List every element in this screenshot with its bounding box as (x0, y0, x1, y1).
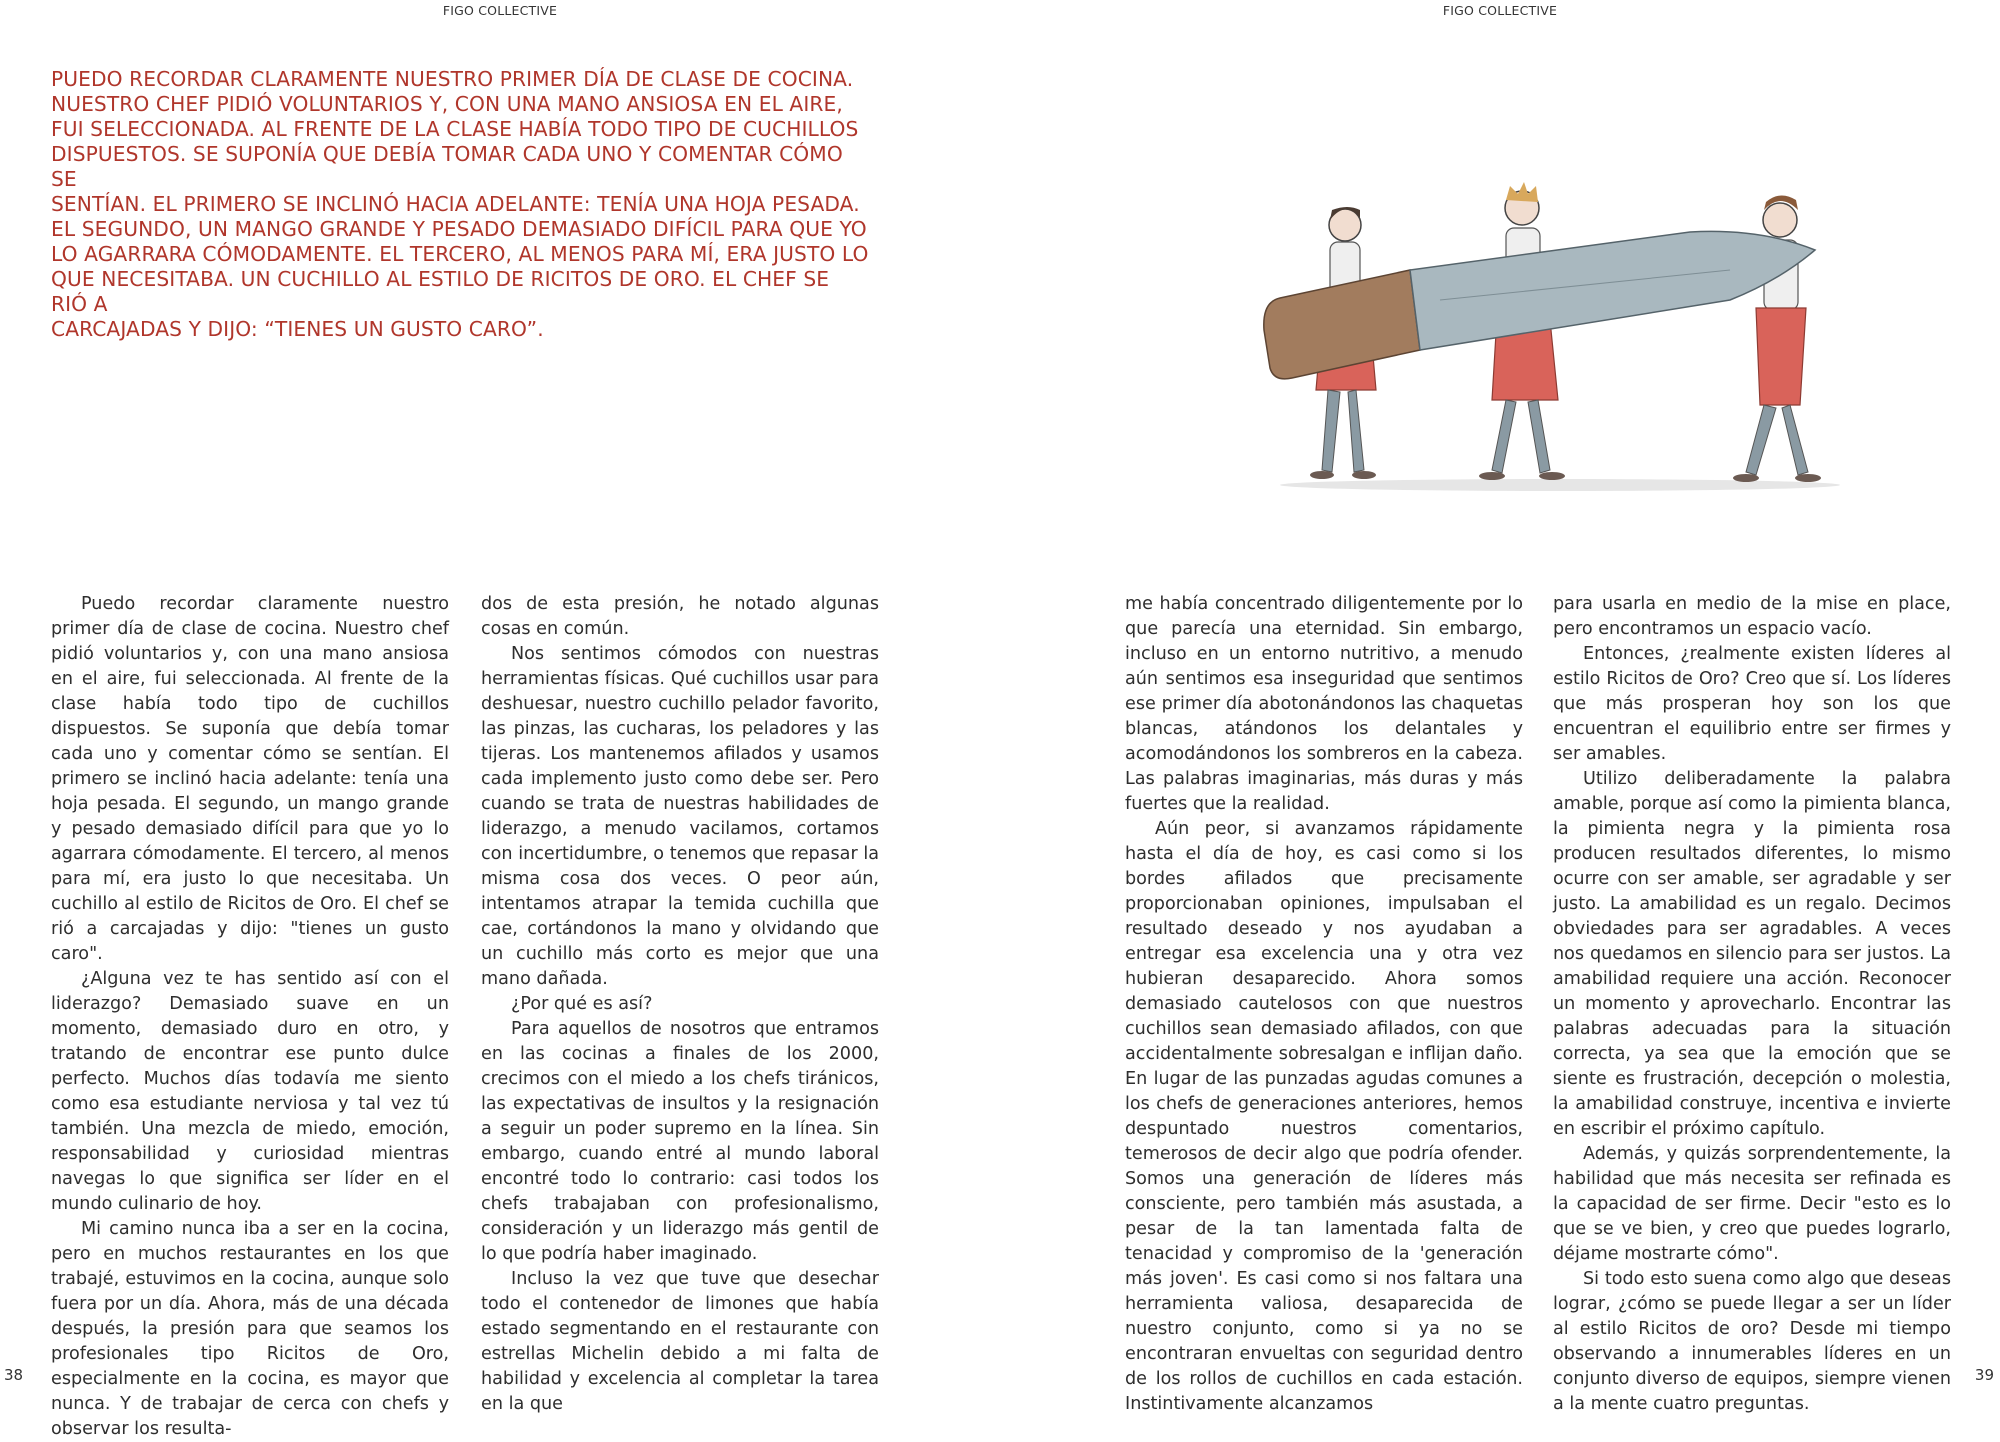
running-head-left: FIGO COLLECTIVE (442, 3, 558, 18)
pull-quote-line: NUESTRO CHEF PIDIÓ VOLUNTARIOS Y, CON UNA MANO ANSIOSA EN EL AIRE, (51, 92, 843, 116)
pull-quote-line: QUE NECESITABA. UN CUCHILLO AL ESTILO DE RICITOS DE ORO. EL CHEF SE RIÓ A (51, 267, 830, 316)
paragraph-continued: dos de esta presión, he notado algunas cosas en común. (481, 594, 879, 639)
body-column-1 (51, 592, 449, 1442)
paragraph-continued: para usarla en medio de la mise en place, pero encontramos un espacio vacío. (1553, 594, 1951, 639)
pull-quote-line: LO AGARRARA CÓMODAMENTE. EL TERCERO, AL MENOS PARA MÍ, ERA JUSTO LO (51, 242, 869, 266)
paragraph: Utilizo deliberadamente la palabra amable, porque así como la pimienta blanca, la pimienta negra y la pimienta rosa producen resultados diferentes, lo mismo ocurre con ser amable, ser agradable y ser justo. La amabilidad es un regalo. Decimos obviedades para ser agradables. A veces nos quedamos en silencio para ser justos. La amabilidad requiere una acción. Reconocer un momento y aprovecharlo. Encontrar las palabras adecuadas para la situación correcta, ya sea que la emoción que se siente es frustración, decepción o molestia, la amabilidad construye, incentiva e invierte en escribir el próximo capítulo. (1553, 769, 1951, 1139)
pull-quote-line: PUEDO RECORDAR CLARAMENTE NUESTRO PRIMER DÍA DE CLASE DE COCINA. (51, 67, 854, 91)
paragraph: Entonces, ¿realmente existen líderes al estilo Ricitos de Oro? Creo que sí. Los líderes que más prosperan hoy son los que encuentran el equilibrio entre ser firmes y ser amables. (1553, 644, 1951, 764)
paragraph: ¿Alguna vez te has sentido así con el liderazgo? Demasiado suave en un momento, demasiado duro en otro, y tratando de encontrar ese punto dulce perfecto. Muchos días todavía me siento como esa estudiante nerviosa y tal vez tú también. Una mezcla de miedo, emoción, responsabilidad y curiosidad mientras navegas lo que significa ser líder en el mundo culinario de hoy. (51, 969, 449, 1214)
body-column-2 (481, 592, 879, 1417)
paragraph-continued: me había concentrado diligentemente por lo que parecía una eternidad. Sin embargo, incluso en un entorno nutritivo, a menudo aún sentimos esa inseguridad que sentimos ese primer día abotonándonos las chaquetas blancas, atándonos los delantales y acomodándonos los sombreros en la cabeza. Las palabras imaginarias, más duras y más fuertes que la realidad. (1125, 594, 1523, 814)
paragraph: Incluso la vez que tuve que desechar todo el contenedor de limones que había estado segmentando en el restaurante con estrellas Michelin debido a mi falta de habilidad y excelencia al completar la tarea en la que (481, 1269, 879, 1414)
paragraph: Nos sentimos cómodos con nuestras herramientas físicas. Qué cuchillos usar para deshuesar, nuestro cuchillo pelador favorito, las pinzas, las cucharas, los peladores y las tijeras. Los mantenemos afilados y usamos cada implemento justo como debe ser. Pero cuando se trata de nuestras habilidades de liderazgo, a menudo vacilamos, cortamos con incertidumbre, o tenemos que repasar la misma cosa dos veces. O peor aún, intentamos atrapar la temida cuchilla que cae, cortándonos la mano y olvidando que un cuchillo más corto es mejor que una mano dañada. (481, 644, 879, 989)
pull-quote (51, 67, 871, 342)
paragraph: Para aquellos de nosotros que entramos en las cocinas a finales de los 2000, crecimos con el miedo a los chefs tiránicos, las expectativas de insultos y la resignación a seguir un poder supremo en la línea. Sin embargo, cuando entré al mundo laboral encontré todo lo contrario: casi todos los chefs trabajaban con profesionalismo, consideración y un liderazgo más gentil de lo que podría haber imaginado. (481, 1019, 879, 1264)
paragraph: Si todo esto suena como algo que deseas lograr, ¿cómo se puede llegar a ser un líder al estilo Ricitos de oro? Desde mi tiempo observando a innumerables líderes en un conjunto diverso de equipos, siempre vienen a la mente cuatro preguntas. (1553, 1269, 1951, 1414)
paragraph: Aún peor, si avanzamos rápidamente hasta el día de hoy, es casi como si los bordes afilados que precisamente proporcionaban opiniones, impulsaban el resultado deseado y nos ayudaban a entregar esa excelencia una y otra vez hubieran desaparecido. Ahora somos demasiado cautelosos con que nuestros cuchillos sean demasiado afilados, con que accidentalmente sobresalgan e inflijan daño. En lugar de las punzadas agudas comunes a los chefs de generaciones anteriores, hemos despuntado nuestros comentarios, temerosos de decir algo que podría ofender. Somos una generación de líderes más consciente, pero también más asustada, a pesar de la tan lamentada falta de tenacidad y compromiso de la 'generación más joven'. Es casi como si nos faltara una herramienta valiosa, desaparecida de nuestro conjunto, como si ya no se encontraran envueltas con seguridad dentro de los rollos de cuchillos en cada estación. Instintivamente alcanzamos (1125, 819, 1523, 1414)
right-page (1000, 0, 2000, 1414)
body-column-3 (1125, 592, 1523, 1417)
cooks-carrying-knife-illustration (1260, 180, 1840, 500)
pull-quote-line: CARCAJADAS Y DIJO: “TIENES UN GUSTO CARO”. (51, 317, 544, 341)
page-number-left: 38 (4, 1366, 24, 1384)
paragraph: Puedo recordar claramente nuestro primer día de clase de cocina. Nuestro chef pidió voluntarios y, con una mano ansiosa en el aire, fui seleccionada. Al frente de la clase había todo tipo de cuchillos dispuestos. Se suponía que debía tomar cada uno y comentar cómo se sentían. El primero se inclinó hacia adelante: tenía una hoja pesada. El segundo, un mango grande y pesado demasiado difícil para que yo lo agarrara cómodamente. El tercero, al menos para mí, era justo lo que necesitaba. Un cuchillo al estilo de Ricitos de Oro. El chef se rió a carcajadas y dijo: "tienes un gusto caro". (51, 594, 449, 964)
pull-quote-line: FUI SELECCIONADA. AL FRENTE DE LA CLASE HABÍA TODO TIPO DE CUCHILLOS (51, 117, 859, 141)
body-column-4 (1553, 592, 1951, 1417)
running-head-right: FIGO COLLECTIVE (1442, 3, 1558, 18)
paragraph: Además, y quizás sorprendentemente, la habilidad que más necesita ser refinada es la capacidad de ser firme. Decir "esto es lo que se ve bien, y creo que puedes lograrlo, déjame mostrarte cómo". (1553, 1144, 1951, 1264)
pull-quote-line: SENTÍAN. EL PRIMERO SE INCLINÓ HACIA ADELANTE: TENÍA UNA HOJA PESADA. (51, 192, 860, 216)
page-number-right: 39 (1974, 1366, 1994, 1384)
left-page (0, 0, 1000, 1439)
paragraph: Mi camino nunca iba a ser en la cocina, pero en muchos restaurantes en los que trabajé, estuvimos en la cocina, aunque solo fuera por un día. Ahora, más de una década después, la presión para que seamos los profesionales tipo Ricitos de Oro, especialmente en la cocina, es mayor que nunca. Y de trabajar de cerca con chefs y observar los resulta- (51, 1219, 449, 1439)
paragraph: ¿Por qué es así? (511, 994, 653, 1014)
pull-quote-line: EL SEGUNDO, UN MANGO GRANDE Y PESADO DEMASIADO DIFÍCIL PARA QUE YO (51, 217, 867, 241)
pull-quote-line: DISPUESTOS. SE SUPONÍA QUE DEBÍA TOMAR CADA UNO Y COMENTAR CÓMO SE (51, 142, 843, 191)
